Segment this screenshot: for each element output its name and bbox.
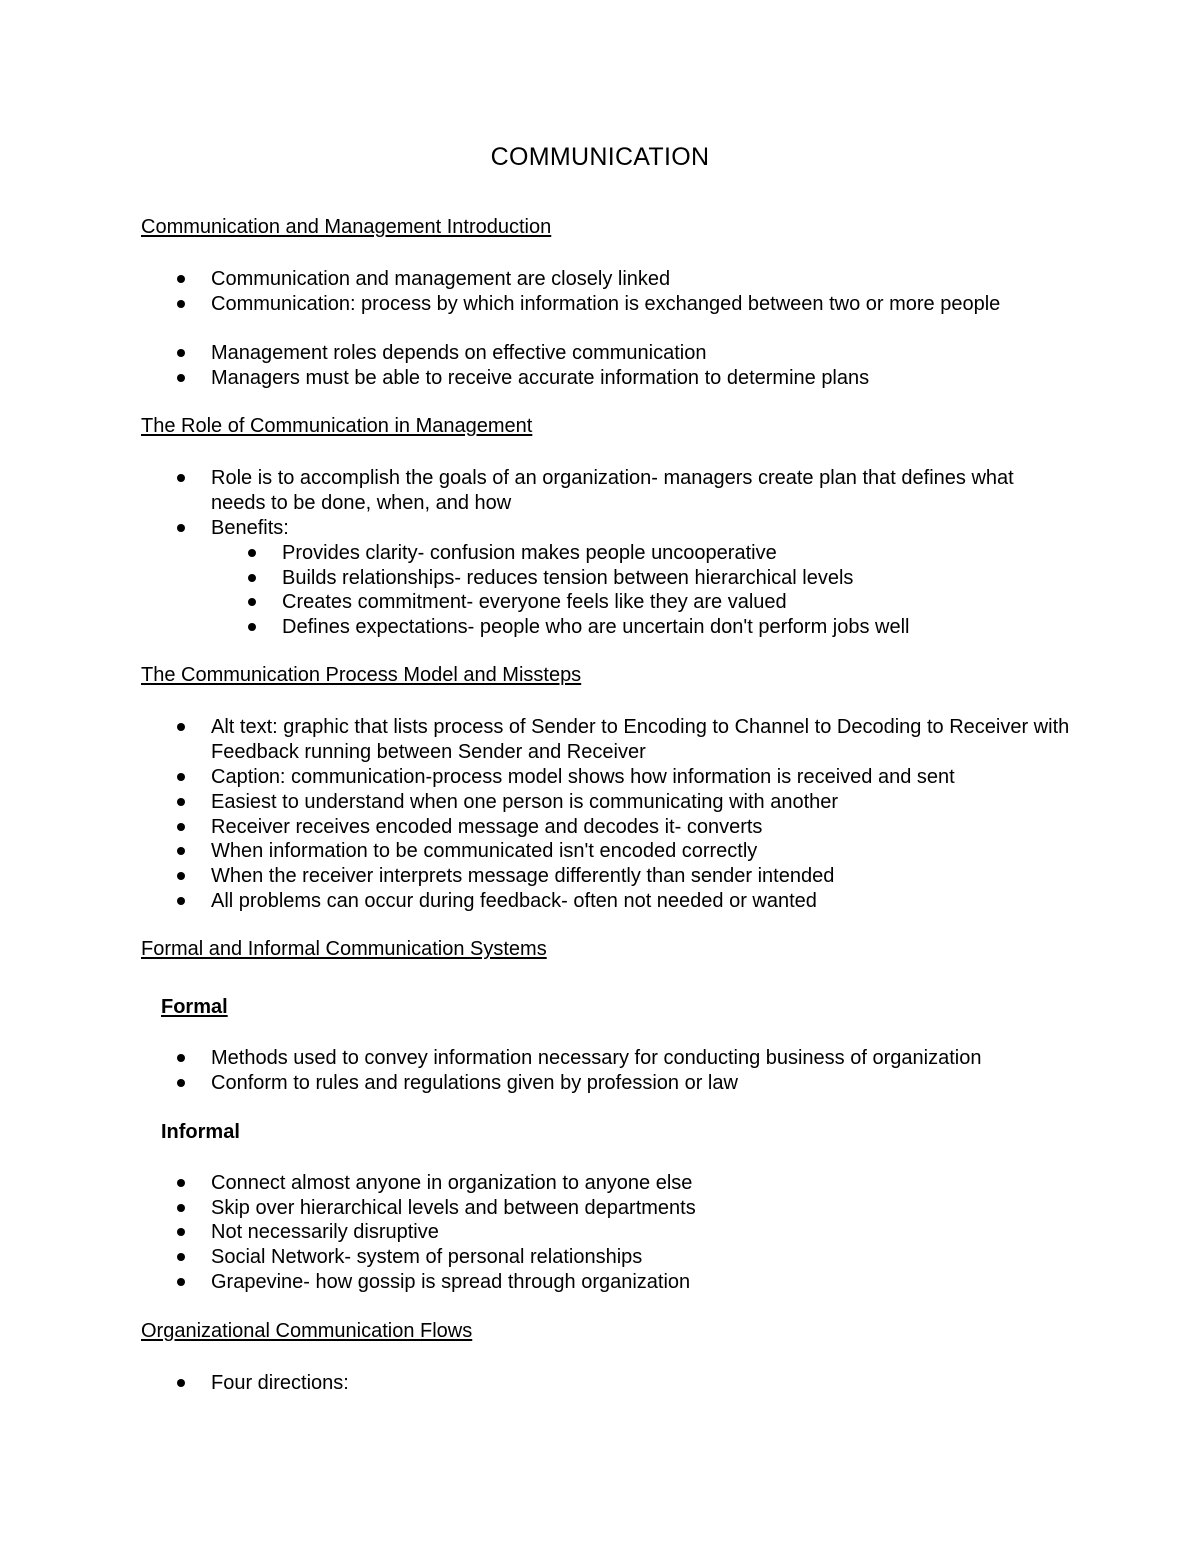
bullet-icon [177, 1278, 185, 1286]
list-item: Role is to accomplish the goals of an organization- managers create plan that defines what needs to be done, when, and how [211, 466, 1071, 515]
bullet-icon [177, 275, 185, 283]
list-item: Benefits: [211, 516, 1071, 541]
section-heading-systems: Formal and Informal Communication Systems [141, 938, 547, 960]
list-item: Skip over hierarchical levels and between departments [211, 1196, 1071, 1221]
bullet-icon [177, 1179, 185, 1187]
bullet-icon [248, 623, 256, 631]
bullet-icon [177, 300, 185, 308]
bullet-icon [177, 1054, 185, 1062]
list-item: Receiver receives encoded message and decodes it- converts [211, 815, 1071, 840]
bullet-icon [177, 1079, 185, 1087]
sub-list-item: Provides clarity- confusion makes people uncooperative [282, 541, 1062, 566]
list-item: Connect almost anyone in organization to anyone else [211, 1171, 1071, 1196]
bullet-icon [177, 1228, 185, 1236]
bullet-icon [177, 773, 185, 781]
bullet-icon [177, 1253, 185, 1261]
bullet-icon [248, 598, 256, 606]
section-heading-process: The Communication Process Model and Missteps [141, 664, 582, 686]
list-item: When the receiver interprets message differently than sender intended [211, 864, 1071, 889]
list-item: Methods used to convey information necessary for conducting business of organization [211, 1046, 1071, 1071]
sub-list-item: Creates commitment- everyone feels like they are valued [282, 590, 1062, 615]
bullet-icon [248, 574, 256, 582]
subheading-informal: Informal [161, 1121, 240, 1143]
section-heading-flows: Organizational Communication Flows [141, 1320, 473, 1342]
sub-list-item: Builds relationships- reduces tension between hierarchical levels [282, 566, 1062, 591]
bullet-icon [177, 872, 185, 880]
list-item: Four directions: [211, 1371, 1071, 1396]
bullet-icon [177, 524, 185, 532]
list-item: Alt text: graphic that lists process of Sender to Encoding to Channel to Decoding to Receiver with Feedback running between Sender and Receiver [211, 715, 1071, 764]
bullet-icon [177, 897, 185, 905]
list-item: Caption: communication-process model shows how information is received and sent [211, 765, 1071, 790]
list-item: Communication and management are closely linked [211, 267, 1071, 292]
section-heading-role: The Role of Communication in Management [141, 415, 533, 437]
list-item: Social Network- system of personal relationships [211, 1245, 1071, 1270]
list-item: Management roles depends on effective communication [211, 341, 1071, 366]
bullet-icon [177, 349, 185, 357]
list-item: Easiest to understand when one person is communicating with another [211, 790, 1071, 815]
bullet-icon [177, 374, 185, 382]
bullet-icon [248, 549, 256, 557]
list-item: All problems can occur during feedback- often not needed or wanted [211, 889, 1071, 914]
list-item: Communication: process by which information is exchanged between two or more people [211, 292, 1071, 317]
bullet-icon [177, 823, 185, 831]
bullet-icon [177, 798, 185, 806]
list-item: Conform to rules and regulations given by profession or law [211, 1071, 1071, 1096]
section-heading-intro: Communication and Management Introduction [141, 216, 552, 238]
bullet-icon [177, 847, 185, 855]
sub-list-item: Defines expectations- people who are uncertain don't perform jobs well [282, 615, 1062, 640]
list-item: When information to be communicated isn't encoded correctly [211, 839, 1071, 864]
list-item: Not necessarily disruptive [211, 1220, 1071, 1245]
bullet-icon [177, 1204, 185, 1212]
list-item: Grapevine- how gossip is spread through organization [211, 1270, 1071, 1295]
subheading-formal: Formal [161, 996, 228, 1018]
bullet-icon [177, 474, 185, 482]
bullet-icon [177, 1379, 185, 1387]
bullet-icon [177, 723, 185, 731]
page-title: COMMUNICATION [490, 143, 710, 171]
list-item: Managers must be able to receive accurate information to determine plans [211, 366, 1071, 391]
